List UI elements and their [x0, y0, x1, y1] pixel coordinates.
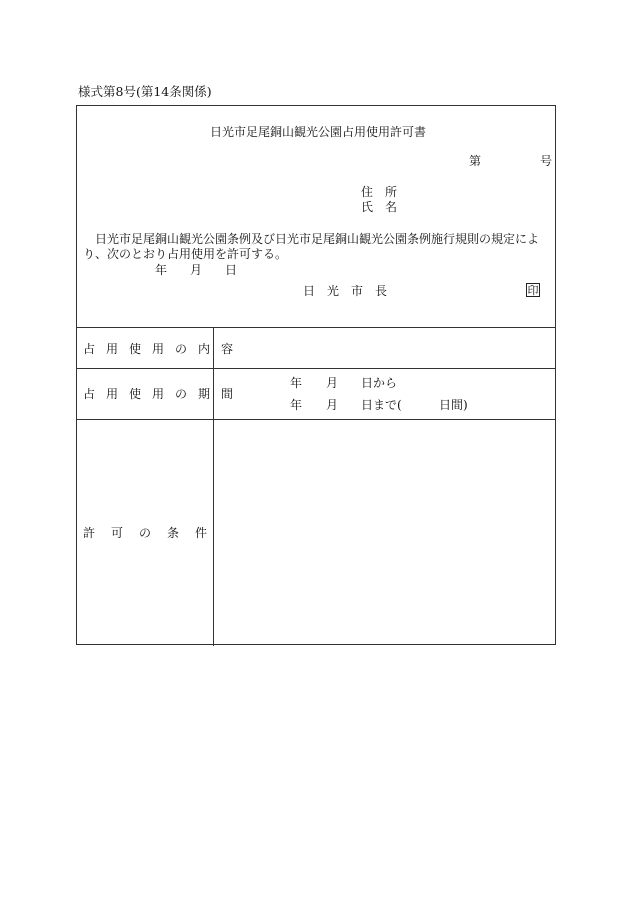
date-month: 月	[190, 263, 203, 277]
date-year: 年	[155, 263, 168, 277]
row-label-period: 占用使用の期間	[83, 387, 245, 401]
period-days: 日間)	[439, 398, 468, 412]
period-to-year: 年	[290, 398, 303, 412]
address-label: 住 所	[361, 185, 398, 199]
date-day: 日	[225, 263, 238, 277]
row-label-conditions: 許可の条件	[83, 526, 224, 540]
row-divider-2	[77, 419, 555, 420]
seal-stamp: 印	[527, 284, 539, 297]
body-text-line1: 日光市足尾銅山観光公園条例及び日光市足尾銅山観光公園条例施行規則の規定によ	[95, 232, 540, 246]
row-label-content: 占用使用の内容	[83, 342, 245, 356]
document-title: 日光市足尾銅山観光公園占用使用許可書	[210, 125, 427, 139]
content-field[interactable]	[217, 332, 551, 364]
issuer-name: 日 光 市 長	[303, 284, 388, 298]
name-label: 氏 名	[361, 200, 398, 214]
period-to-month: 月	[326, 398, 339, 412]
row-divider-1	[77, 368, 555, 369]
period-from-day: 日から	[361, 376, 398, 390]
number-prefix: 第	[469, 154, 482, 168]
period-from-month: 月	[326, 376, 339, 390]
permit-form	[76, 105, 556, 645]
table-top-border	[77, 327, 555, 328]
body-text-line2: り、次のとおり占用使用を許可する。	[83, 247, 288, 261]
column-divider	[213, 327, 214, 646]
conditions-field[interactable]	[217, 424, 551, 642]
period-from-year: 年	[290, 376, 303, 390]
form-number-label: 様式第8号(第14条関係)	[78, 84, 212, 99]
period-to-day: 日まで(	[361, 398, 402, 412]
number-suffix: 号	[540, 154, 553, 168]
